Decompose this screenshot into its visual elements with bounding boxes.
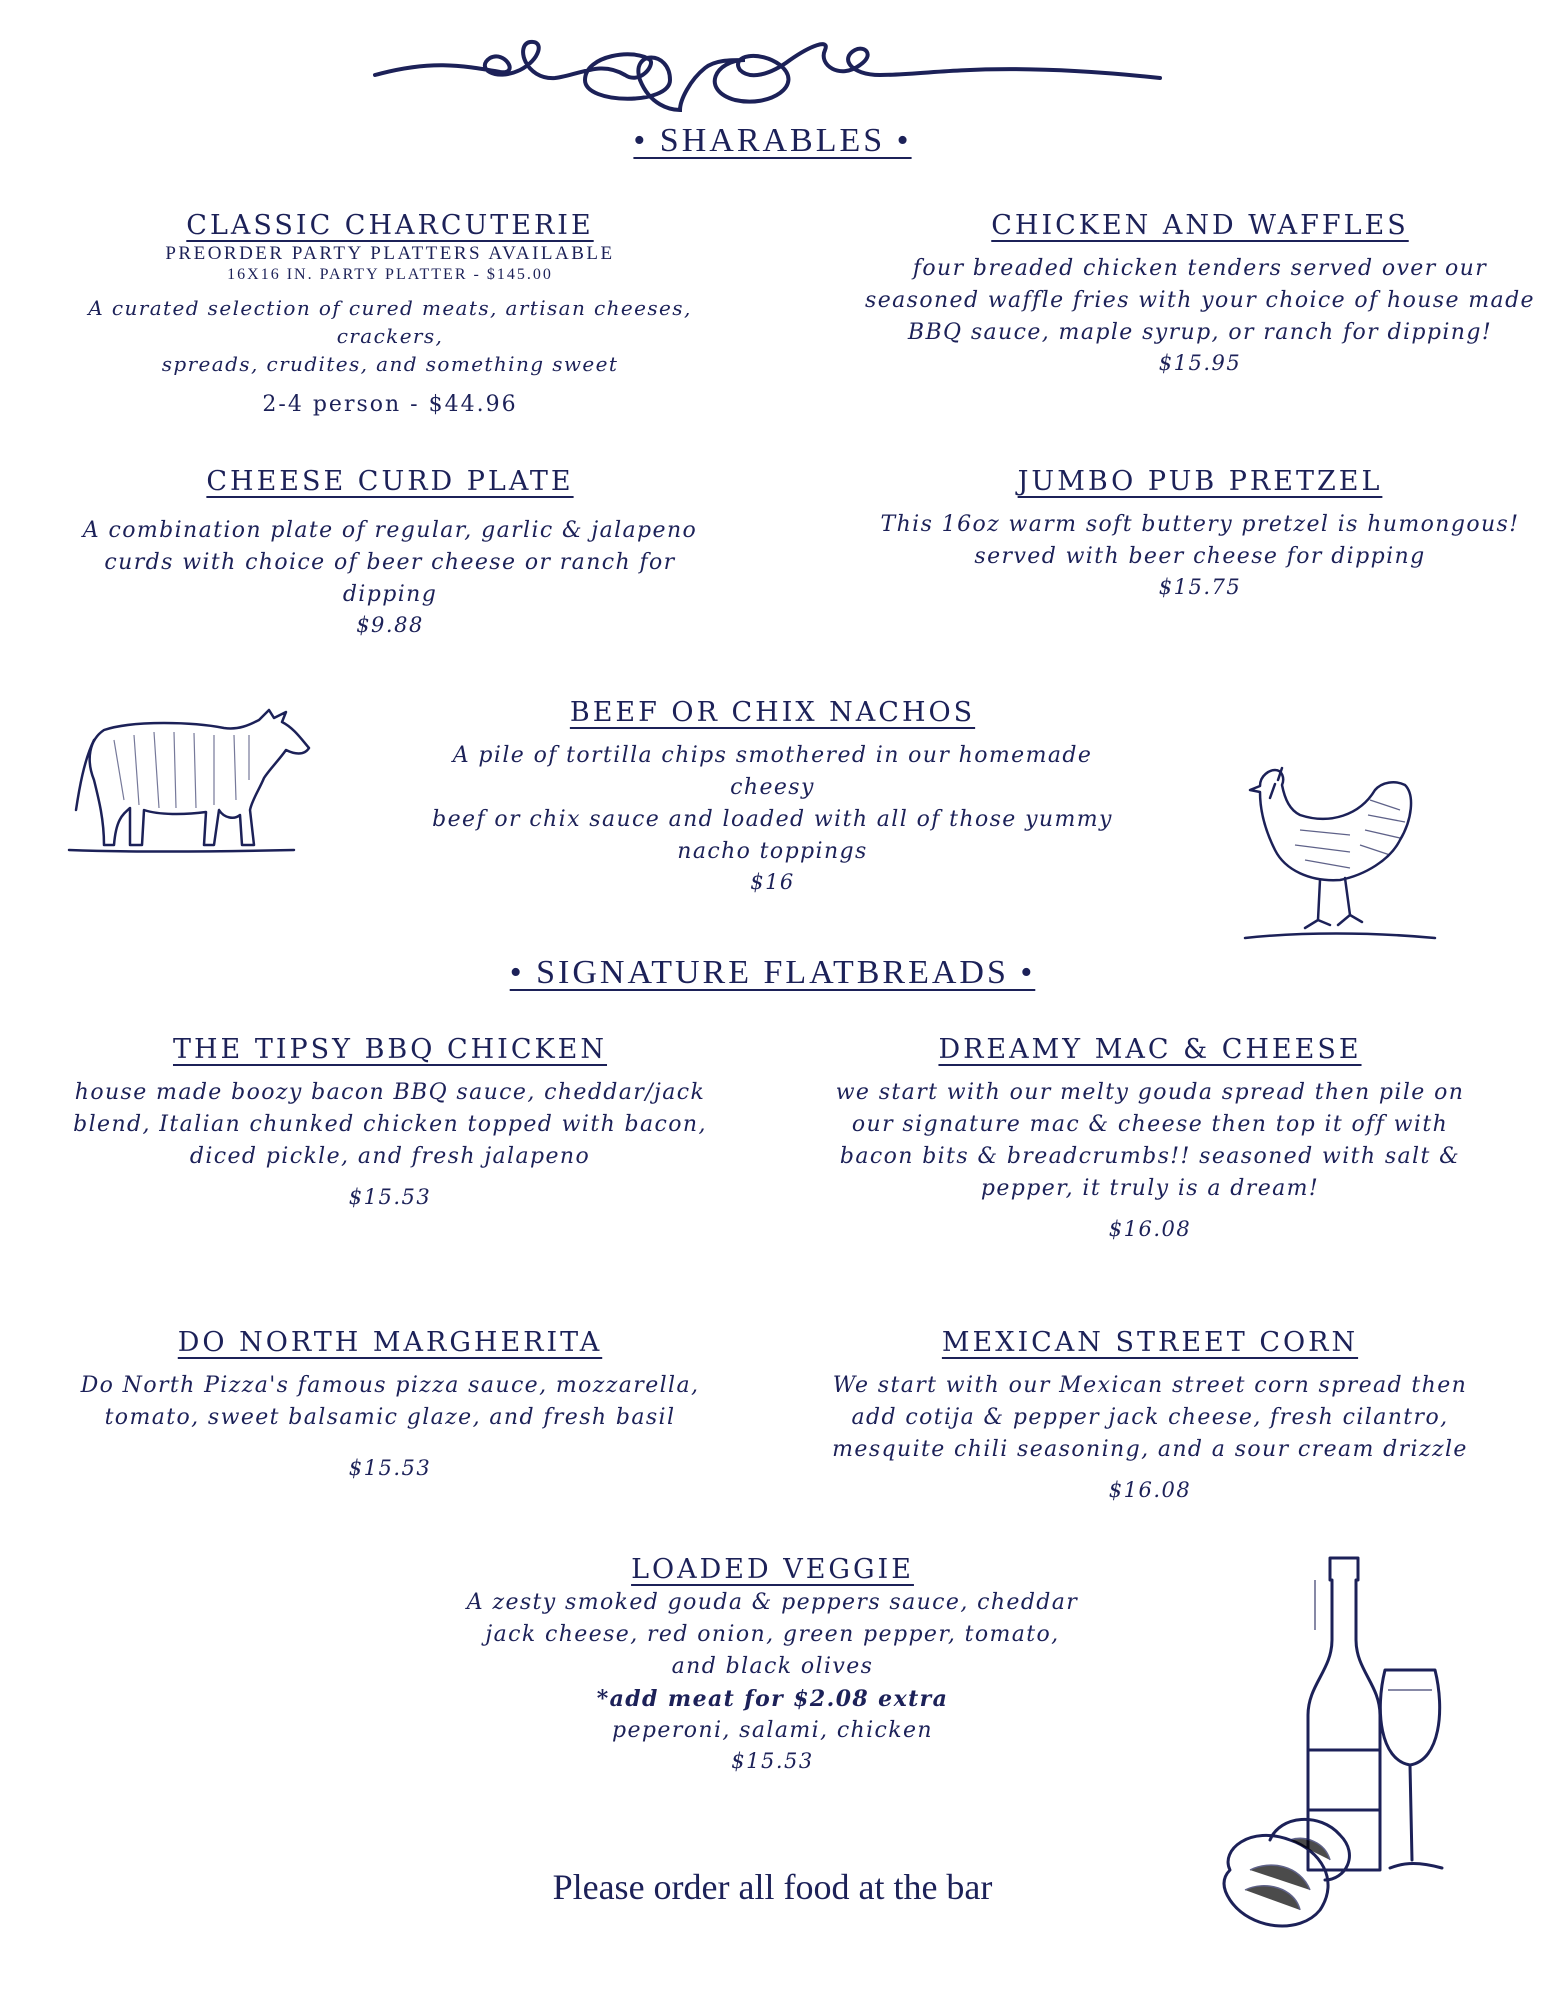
item-description: diced pickle, and fresh jalapeno — [189, 1144, 591, 1169]
item-price: $15.53 — [348, 1185, 432, 1209]
item-description: nacho toppings — [677, 839, 868, 864]
item-title: JUMBO PUB PRETZEL — [1017, 466, 1383, 497]
menu-item-margherita — [60, 1327, 720, 1480]
item-description: This 16oz warm soft buttery pretzel is humongous! — [880, 512, 1520, 537]
item-description: we start with our melty gouda spread then pile on — [835, 1080, 1465, 1105]
item-price: $15.53 — [731, 1749, 814, 1773]
menu-item-loaded-veggie — [410, 1554, 1135, 1773]
menu-item-mac-cheese — [820, 1034, 1480, 1241]
item-description: seasoned waffle fries with your choice of house made — [865, 288, 1535, 313]
menu-item-nachos — [410, 697, 1135, 894]
item-price: $9.88 — [356, 613, 424, 637]
hen-illustration — [1240, 760, 1440, 960]
item-title: LOADED VEGGIE — [631, 1554, 914, 1585]
item-title: BEEF OR CHIX NACHOS — [569, 697, 976, 728]
item-description: our signature mac & cheese then top it off with — [851, 1112, 1449, 1137]
section-title-sharables: • SHARABLES • — [633, 122, 912, 159]
item-description: mesquite chili seasoning, and a sour cream drizzle — [832, 1437, 1468, 1462]
item-price: $15.95 — [1158, 351, 1242, 375]
item-title: CHEESE CURD PLATE — [206, 466, 574, 497]
item-description: pepper, it truly is a dream! — [980, 1176, 1320, 1201]
section-title-flatbreads: • SIGNATURE FLATBREADS • — [509, 954, 1036, 991]
item-note: PREORDER PARTY PLATTERS AVAILABLE — [165, 243, 615, 264]
item-description: A zesty smoked gouda & peppers sauce, cheddar — [466, 1590, 1079, 1615]
item-note: 16X16 IN. PARTY PLATTER - $145.00 — [227, 266, 553, 283]
item-description: served with beer cheese for dipping — [974, 544, 1426, 569]
item-description: beef or chix sauce and loaded with all of those yummy — [432, 807, 1113, 832]
item-description: We start with our Mexican street corn spread then — [832, 1373, 1468, 1398]
item-addon: *add meat for $2.08 extra — [596, 1686, 949, 1712]
item-addon-options: peperoni, salami, chicken — [612, 1718, 933, 1743]
item-description: add cotija & pepper jack cheese, fresh cilantro, — [851, 1405, 1449, 1430]
item-price: $15.75 — [1158, 575, 1242, 599]
item-price: $16.08 — [1108, 1217, 1192, 1241]
menu-item-chicken-waffles — [860, 210, 1540, 375]
item-description: tomato, sweet balsamic glaze, and fresh basil — [104, 1405, 676, 1430]
item-description: BBQ sauce, maple syrup, or ranch for dipping! — [907, 320, 1493, 345]
item-description: jack cheese, red onion, green pepper, tomato, — [485, 1622, 1060, 1647]
item-description: bacon bits & breadcrumbs!! seasoned with salt & — [839, 1144, 1461, 1169]
item-description: blend, Italian chunked chicken topped with bacon, — [73, 1112, 707, 1137]
item-description: house made boozy bacon BBQ sauce, cheddar/jack — [74, 1080, 706, 1105]
item-price: $15.53 — [348, 1456, 432, 1480]
cow-illustration — [64, 700, 324, 860]
item-description: A curated selection of cured meats, artisan cheeses, crackers, — [88, 296, 692, 348]
item-price: $16 — [750, 870, 795, 894]
item-title: CHICKEN AND WAFFLES — [991, 210, 1409, 241]
item-title: THE TIPSY BBQ CHICKEN — [172, 1034, 608, 1065]
menu-item-pretzel — [860, 466, 1540, 599]
item-title: MEXICAN STREET CORN — [941, 1327, 1359, 1358]
flourish-ornament — [370, 20, 1170, 120]
item-title: DREAMY MAC & CHEESE — [938, 1034, 1362, 1065]
item-title: CLASSIC CHARCUTERIE — [186, 210, 594, 241]
item-description: and black olives — [671, 1654, 874, 1679]
item-description: Do North Pizza's famous pizza sauce, mozzarella, — [80, 1373, 700, 1398]
item-price: $16.08 — [1108, 1478, 1192, 1502]
footer-note: Please order all food at the bar — [552, 1867, 993, 1907]
menu-item-tipsy-bbq — [60, 1034, 720, 1209]
item-description: A pile of tortilla chips smothered in our homemade cheesy — [452, 743, 1093, 800]
menu-item-street-corn — [820, 1327, 1480, 1502]
item-price: 2-4 person - $44.96 — [262, 392, 518, 417]
item-description: A combination plate of regular, garlic & jalapeno — [82, 518, 698, 543]
menu-item-cheese-curd — [60, 466, 720, 637]
item-description: curds with choice of beer cheese or ranch for dipping — [104, 550, 676, 607]
item-description: four breaded chicken tenders served over our — [912, 256, 1488, 281]
item-description: spreads, crudites, and something sweet — [161, 352, 619, 376]
item-title: DO NORTH MARGHERITA — [177, 1327, 603, 1358]
menu-item-charcuterie — [60, 210, 720, 417]
